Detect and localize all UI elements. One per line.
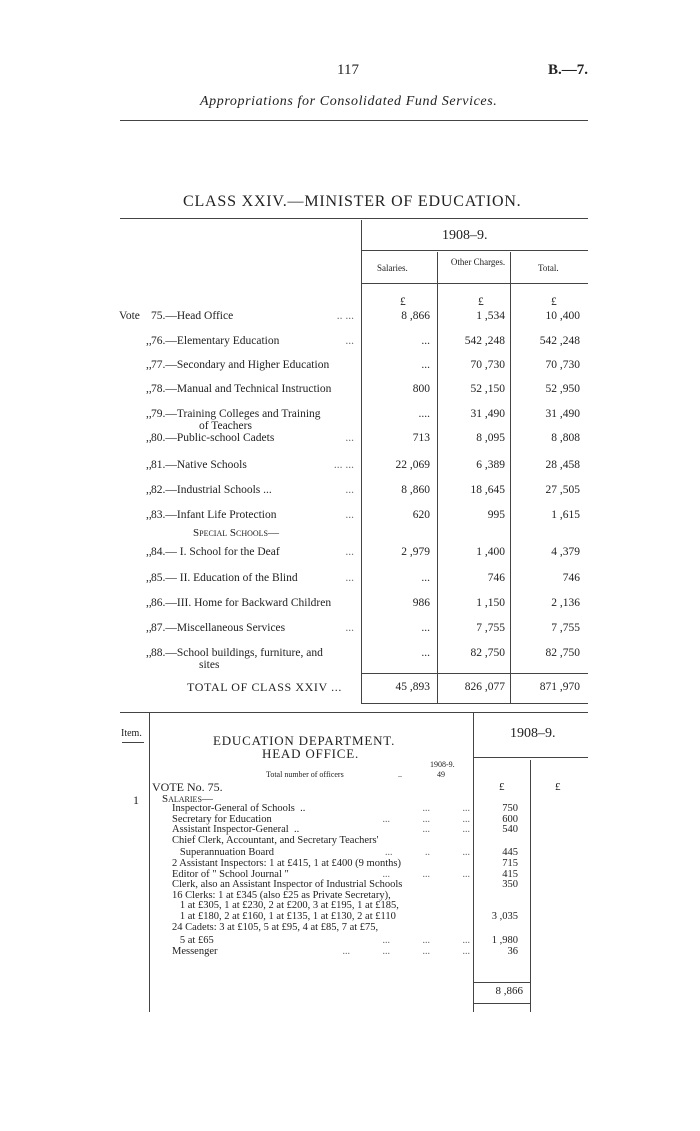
row-salaries: ... bbox=[421, 335, 430, 347]
row-prefix: ,, bbox=[146, 622, 152, 634]
row-label: 86.—III. Home for Backward Children bbox=[151, 597, 332, 609]
row-total: 2 ,136 bbox=[551, 597, 580, 609]
item-col-divider bbox=[149, 712, 150, 1012]
salary-line-leader-dots: ... ... bbox=[422, 803, 470, 814]
total-rule-top bbox=[361, 673, 588, 674]
salaries-heading: Salaries— bbox=[162, 793, 213, 805]
row-leader-dots: ... bbox=[345, 572, 354, 584]
dept-currency-2: £ bbox=[555, 781, 561, 793]
salary-line: Messenger bbox=[172, 945, 218, 957]
row-prefix: ,, bbox=[146, 383, 152, 395]
row-leader-dots: ... bbox=[345, 432, 354, 444]
row-salaries: ... bbox=[421, 622, 430, 634]
row-prefix: Vote bbox=[119, 310, 140, 322]
officers-year: 1908-9. bbox=[430, 760, 455, 769]
row-total: 746 bbox=[562, 572, 580, 584]
row-total: 27 ,505 bbox=[545, 484, 580, 496]
row-other-charges: 70 ,730 bbox=[470, 359, 505, 371]
row-prefix: ,, bbox=[146, 335, 152, 347]
salary-line-leader-dots: ... ... ... bbox=[382, 868, 470, 880]
salary-line-amount: 1 ,980 bbox=[491, 935, 518, 947]
salary-line: Clerk, also an Assistant Inspector of Industrial Schools bbox=[172, 879, 403, 891]
row-total: 10 ,400 bbox=[545, 310, 580, 322]
vote-heading: VOTE No. 75. bbox=[152, 780, 223, 794]
row-total: 70 ,730 bbox=[545, 359, 580, 371]
salary-line: 1 at £305, 1 at £230, 2 at £200, 3 at £195, 1 at £185, bbox=[172, 900, 399, 912]
row-leader-dots: ... bbox=[345, 546, 354, 558]
row-salaries: 8 ,866 bbox=[401, 310, 430, 322]
salary-line: 16 Clerks: 1 at £345 (also £25 as Private Secretary), bbox=[172, 889, 391, 901]
salary-line-amount: 750 bbox=[502, 803, 518, 814]
salary-line-amount: 350 bbox=[502, 879, 518, 891]
department-year: 1908–9. bbox=[510, 726, 556, 741]
row-label: 79.—Training Colleges and Training bbox=[151, 408, 321, 420]
row-salaries: 620 bbox=[412, 509, 430, 521]
row-leader-dots: ... ... bbox=[333, 459, 354, 471]
total-rule-bottom bbox=[361, 703, 588, 704]
salary-line-amount: 36 bbox=[507, 945, 518, 957]
year-rule bbox=[361, 250, 588, 251]
row-other-charges: 1 ,400 bbox=[476, 546, 505, 558]
row-leader-dots: ... bbox=[345, 509, 354, 521]
row-total: 31 ,490 bbox=[545, 408, 580, 420]
row-other-charges: 1 ,150 bbox=[476, 597, 505, 609]
row-label: 84.— I. School for the Deaf bbox=[151, 546, 280, 558]
row-label-continued: of Teachers bbox=[199, 420, 252, 432]
class-title: CLASS XXIV.—MINISTER OF EDUCATION. bbox=[183, 193, 522, 210]
salary-line: 5 at £65 bbox=[172, 935, 214, 947]
department-rule bbox=[120, 712, 588, 713]
subtotal-amount: 8 ,866 bbox=[495, 985, 523, 997]
class-title-rule bbox=[120, 218, 588, 219]
page-number: 117 bbox=[337, 62, 359, 78]
summary-col-divider-2 bbox=[437, 252, 438, 704]
salary-line-leader-dots: ... ... ... ... bbox=[342, 945, 470, 957]
total-salaries: 45 ,893 bbox=[395, 681, 430, 693]
subtotal-rule-bottom bbox=[474, 1003, 530, 1004]
row-other-charges: 82 ,750 bbox=[470, 647, 505, 659]
row-total: 52 ,950 bbox=[545, 383, 580, 395]
total-label: TOTAL OF CLASS XXIV ... bbox=[187, 680, 342, 694]
row-salaries: ... bbox=[421, 572, 430, 584]
salary-line: 24 Cadets: 3 at £105, 5 at £95, 4 at £85, 7 at £75, bbox=[172, 921, 379, 933]
item-number: 1 bbox=[133, 793, 139, 807]
total-total: 871 ,970 bbox=[539, 681, 580, 693]
row-leader-dots: .. ... bbox=[336, 310, 354, 322]
row-other-charges: 542 ,248 bbox=[464, 335, 505, 347]
special-schools-heading: Special Schools— bbox=[193, 527, 279, 539]
row-other-charges: 52 ,150 bbox=[470, 383, 505, 395]
page-subtitle: Appropriations for Consolidated Fund Services. bbox=[200, 94, 498, 109]
row-prefix: ,, bbox=[146, 408, 152, 420]
salary-line: Assistant Inspector-General .. bbox=[172, 824, 300, 836]
row-label: 80.—Public-school Cadets bbox=[151, 432, 275, 444]
salary-line: 2 Assistant Inspectors: 1 at £415, 1 at £400 (9 months) bbox=[172, 858, 401, 869]
currency-salaries: £ bbox=[400, 296, 406, 308]
salary-line-amount: 445 bbox=[502, 847, 518, 859]
row-other-charges: 746 bbox=[487, 572, 505, 584]
salary-line-amount: 600 bbox=[502, 813, 518, 825]
salary-line-leader-dots: ... ... ... bbox=[382, 813, 470, 825]
row-salaries: ... bbox=[421, 359, 430, 371]
row-prefix: ,, bbox=[146, 546, 152, 558]
department-title: EDUCATION DEPARTMENT. bbox=[213, 733, 396, 748]
item-header: Item. bbox=[121, 728, 142, 739]
row-label: 75.—Head Office bbox=[151, 310, 234, 322]
row-total: 4 ,379 bbox=[551, 546, 580, 558]
row-other-charges: 1 ,534 bbox=[476, 310, 505, 322]
salary-line-amount: 415 bbox=[502, 868, 518, 880]
row-salaries: .... bbox=[418, 408, 430, 420]
row-leader-dots: ... bbox=[345, 622, 354, 634]
row-leader-dots: ... bbox=[345, 335, 354, 347]
row-label: 76.—Elementary Education bbox=[151, 335, 280, 347]
salary-line: 1 at £180, 2 at £160, 1 at £135, 1 at £130, 2 at £110 bbox=[172, 911, 396, 922]
dept-currency-1: £ bbox=[499, 781, 505, 793]
row-salaries: 8 ,860 bbox=[401, 484, 430, 496]
department-year-rule bbox=[474, 757, 588, 758]
salary-line: Chief Clerk, Accountant, and Secretary Teachers' bbox=[172, 834, 379, 846]
row-total: 8 ,808 bbox=[551, 432, 580, 444]
salary-line-amount: 715 bbox=[502, 858, 518, 869]
row-total: 82 ,750 bbox=[545, 647, 580, 659]
row-other-charges: 31 ,490 bbox=[470, 408, 505, 420]
row-salaries: 2 ,979 bbox=[401, 546, 430, 558]
row-prefix: ,, bbox=[146, 572, 152, 584]
row-prefix: ,, bbox=[146, 597, 152, 609]
col-salaries-header: Salaries. bbox=[377, 263, 408, 273]
row-label: 88.—School buildings, furniture, and bbox=[151, 647, 323, 659]
row-prefix: ,, bbox=[146, 459, 152, 471]
row-label: 85.— II. Education of the Blind bbox=[151, 572, 298, 584]
row-other-charges: 6 ,389 bbox=[476, 459, 505, 471]
row-prefix: ,, bbox=[146, 359, 152, 371]
row-salaries: ... bbox=[421, 647, 430, 659]
summary-col-divider-3 bbox=[510, 252, 511, 704]
summary-col-divider-1 bbox=[361, 220, 362, 704]
row-other-charges: 8 ,095 bbox=[476, 432, 505, 444]
amount-col-divider-2 bbox=[530, 760, 531, 1012]
row-other-charges: 995 bbox=[487, 509, 505, 521]
salary-line-leader-dots: ... .. ... bbox=[385, 847, 470, 859]
row-prefix: ,, bbox=[146, 432, 152, 444]
col-header-rule bbox=[361, 283, 588, 284]
col-total-header: Total. bbox=[538, 263, 559, 273]
row-other-charges: 18 ,645 bbox=[470, 484, 505, 496]
salary-line: Editor of " School Journal " bbox=[172, 868, 289, 880]
total-other: 826 ,077 bbox=[464, 681, 505, 693]
row-salaries: 713 bbox=[412, 432, 430, 444]
salary-line-amount: 540 bbox=[502, 824, 518, 836]
header-rule bbox=[120, 120, 588, 121]
row-total: 28 ,458 bbox=[545, 459, 580, 471]
officers-label: Total number of officers bbox=[266, 770, 344, 779]
salary-line-leader-dots: ... ... bbox=[422, 824, 470, 836]
row-label: 83.—Infant Life Protection bbox=[151, 509, 277, 521]
salary-line: Superannuation Board bbox=[172, 847, 275, 859]
row-total: 7 ,755 bbox=[551, 622, 580, 634]
row-total: 542 ,248 bbox=[539, 335, 580, 347]
row-label: 77.—Secondary and Higher Education bbox=[151, 359, 330, 371]
salary-line-amount: 3 ,035 bbox=[491, 911, 518, 922]
row-prefix: ,, bbox=[146, 647, 152, 659]
col-other-header: Other Charges. bbox=[450, 257, 506, 267]
row-label: 78.—Manual and Technical Instruction bbox=[151, 383, 332, 395]
salary-line-leader-dots: ... ... ... bbox=[382, 935, 470, 947]
row-label: 87.—Miscellaneous Services bbox=[151, 622, 286, 634]
item-header-rule bbox=[122, 742, 144, 743]
row-salaries: 986 bbox=[412, 597, 430, 609]
row-salaries: 800 bbox=[412, 383, 430, 395]
row-prefix: ,, bbox=[146, 484, 152, 496]
row-label-continued: sites bbox=[199, 659, 220, 671]
document-reference: B.—7. bbox=[548, 62, 589, 78]
salary-line: Secretary for Education bbox=[172, 813, 272, 825]
row-label: 81.—Native Schools bbox=[151, 459, 247, 471]
row-total: 1 ,615 bbox=[551, 509, 580, 521]
currency-total: £ bbox=[551, 296, 557, 308]
subtotal-rule-top bbox=[474, 982, 530, 983]
row-other-charges: 7 ,755 bbox=[476, 622, 505, 634]
row-salaries: 22 ,069 bbox=[395, 459, 430, 471]
currency-other: £ bbox=[478, 296, 484, 308]
officers-count: 49 bbox=[437, 770, 445, 779]
officers-dots: .. bbox=[398, 770, 402, 779]
salary-line: Inspector-General of Schools .. bbox=[172, 803, 306, 814]
row-leader-dots: ... bbox=[345, 484, 354, 496]
row-prefix: ,, bbox=[146, 509, 152, 521]
row-label: 82.—Industrial Schools ... bbox=[151, 484, 272, 496]
department-subtitle: HEAD OFFICE. bbox=[262, 746, 359, 761]
summary-year: 1908–9. bbox=[442, 228, 488, 243]
